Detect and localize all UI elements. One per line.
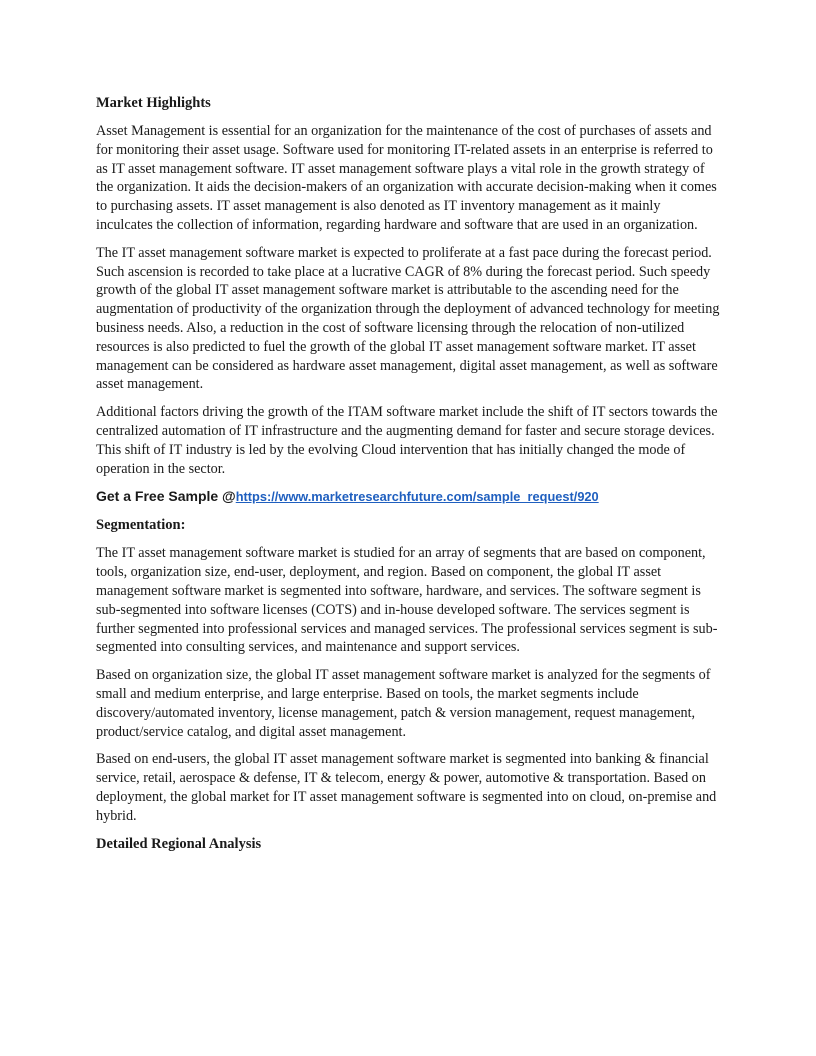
free-sample-label: Get a Free Sample @ bbox=[96, 488, 236, 505]
free-sample-link[interactable]: https://www.marketresearchfuture.com/sample_request/920 bbox=[235, 489, 599, 505]
regional-analysis-heading: Detailed Regional Analysis bbox=[96, 835, 262, 852]
free-sample-line bbox=[96, 487, 720, 506]
document-page bbox=[96, 94, 720, 863]
market-highlights-heading: Market Highlights bbox=[96, 95, 211, 111]
segmentation-heading: Segmentation: bbox=[96, 517, 186, 534]
market-highlights-paragraph-3: Additional factors driving the growth of the ITAM software market include the shift of IT sectors towards the centralized automation of IT infrastructure and the augmenting demand for faster and secure storage devices. This shift of IT industry is led by the evolving Cloud intervention that has initially changed the mode of operation in the sector. bbox=[96, 404, 718, 477]
market-highlights-paragraph-2: The IT asset management software market is expected to proliferate at a fast pace during the forecast period. Such ascension is recorded to take place at a lucrative CAGR of 8% during the forecast period. Such speedy growth of the global IT asset management software market is attributable to the ascending need for the augmentation of productivity of the organization through the deployment of advanced technology for meeting business needs. Also, a reduction in the cost of software licensing through the relocation of non-utilized resources is also predicted to fuel the growth of the global IT asset management software market. IT asset management can be considered as hardware asset management, digital asset management, as well as software asset management. bbox=[96, 244, 720, 393]
market-highlights-paragraph-1: Asset Management is essential for an organization for the maintenance of the cost of purchases of assets and for monitoring their asset usage. Software used for monitoring IT-related assets in an enterprise is referred to as IT asset management software. IT asset management software plays a vital role in the growth strategy of the organization. It aids the decision-makers of an organization with accurate decision-making when it comes to purchasing assets. IT asset management is also denoted as IT inventory management as it mainly inculcates the collection of information, regarding hardware and software that are used in an organization. bbox=[96, 123, 717, 233]
segmentation-paragraph-2: Based on organization size, the global IT asset management software market is analyzed for the segments of small and medium enterprise, and large enterprise. Based on tools, the market segments include discovery/automated inventory, license management, patch & version management, request management, product/service catalog, and digital asset management. bbox=[96, 667, 711, 740]
segmentation-paragraph-3: Based on end-users, the global IT asset management software market is segmented into banking & financial service, retail, aerospace & defense, IT & telecom, energy & power, automotive & transportation. Based on deployment, the global market for IT asset management software is segmented into on cloud, on-premise and hybrid. bbox=[96, 751, 717, 824]
segmentation-paragraph-1: The IT asset management software market is studied for an array of segments that are based on component, tools, organization size, end-user, deployment, and region. Based on component, the global IT asset management software market is segmented into software, hardware, and services. The software segment is sub-segmented into software licenses (COTS) and in-house developed software. The services segment is further segmented into professional services and managed services. The professional services segment is sub-segmented into consulting services, and maintenance and support services. bbox=[96, 545, 718, 656]
